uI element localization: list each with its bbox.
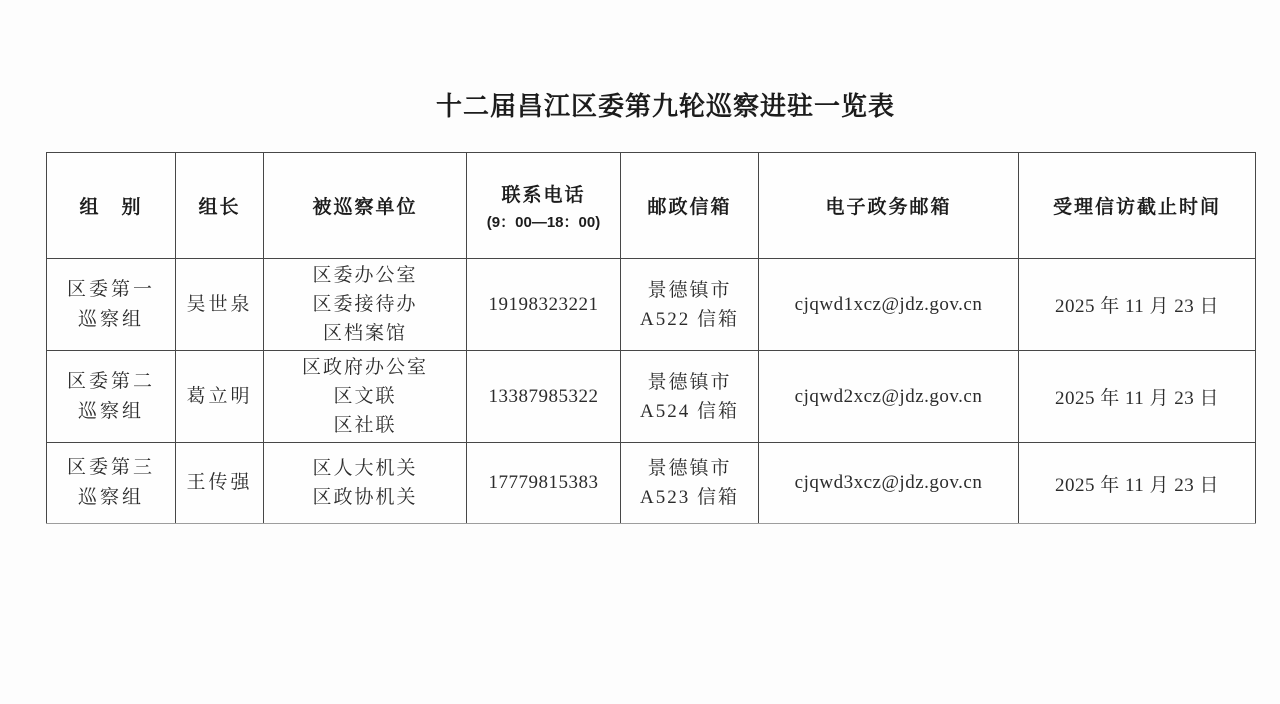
cell-deadline: 2025 年 11 月 23 日 <box>1019 351 1256 443</box>
unit-line: 区政府办公室 <box>301 357 428 378</box>
table-row-group1 <box>47 259 1256 351</box>
group-name-line: 巡察组 <box>77 308 144 330</box>
cell-phone: 17779815383 <box>467 443 621 524</box>
table-row-group3 <box>47 443 1256 524</box>
unit-line: 区政协机关 <box>312 487 418 508</box>
cell-postal <box>621 443 759 524</box>
cell-group <box>47 259 176 351</box>
header-phone <box>467 153 621 259</box>
cell-phone: 19198323221 <box>467 259 621 351</box>
unit-line: 区社联 <box>333 415 397 436</box>
postal-line: A523 信箱 <box>640 487 739 508</box>
cell-deadline: 2025 年 11 月 23 日 <box>1019 443 1256 524</box>
cell-email: cjqwd2xcz@jdz.gov.cn <box>759 351 1019 443</box>
cell-email: cjqwd1xcz@jdz.gov.cn <box>759 259 1019 351</box>
header-phone-label: 联系电话 <box>501 184 586 206</box>
group-name-line: 区委第二 <box>66 370 155 392</box>
cell-leader: 吴世泉 <box>176 259 264 351</box>
cell-postal <box>621 259 759 351</box>
cell-units <box>264 259 467 351</box>
header-leader: 组长 <box>176 153 264 259</box>
group-name-line: 巡察组 <box>77 400 144 422</box>
cell-group <box>47 443 176 524</box>
unit-line: 区文联 <box>333 386 397 407</box>
postal-line: A524 信箱 <box>640 400 739 422</box>
group-name-line: 区委第三 <box>66 457 155 478</box>
unit-line: 区人大机关 <box>312 458 418 479</box>
cell-units <box>264 351 467 443</box>
postal-line: 景德镇市 <box>647 371 732 393</box>
group-name-line: 区委第一 <box>66 278 155 300</box>
cell-group <box>47 351 176 443</box>
header-postal: 邮政信箱 <box>621 153 759 259</box>
header-group: 组 别 <box>47 153 176 259</box>
header-email: 电子政务邮箱 <box>759 153 1019 259</box>
cell-deadline: 2025 年 11 月 23 日 <box>1019 259 1256 351</box>
cell-leader: 葛立明 <box>176 351 264 443</box>
page-title: 十二届昌江区委第九轮巡察进驻一览表 <box>435 91 895 121</box>
postal-line: 景德镇市 <box>647 279 732 301</box>
header-row <box>47 153 1256 259</box>
group-name-line: 巡察组 <box>77 487 144 508</box>
cell-units <box>264 443 467 524</box>
unit-line: 区档案馆 <box>322 323 407 344</box>
cell-phone: 13387985322 <box>467 351 621 443</box>
cell-leader: 王传强 <box>176 443 264 524</box>
header-units: 被巡察单位 <box>264 153 467 259</box>
postal-line: A522 信箱 <box>640 308 739 330</box>
cell-postal <box>621 351 759 443</box>
inspection-schedule-table <box>46 152 1256 524</box>
table-row-group2 <box>47 351 1256 443</box>
header-deadline: 受理信访截止时间 <box>1019 153 1256 259</box>
unit-line: 区委办公室 <box>312 265 418 286</box>
header-phone-hours: (9：00—18：00) <box>486 213 601 231</box>
unit-line: 区委接待办 <box>312 294 418 315</box>
postal-line: 景德镇市 <box>647 458 732 479</box>
cell-email: cjqwd3xcz@jdz.gov.cn <box>759 443 1019 524</box>
